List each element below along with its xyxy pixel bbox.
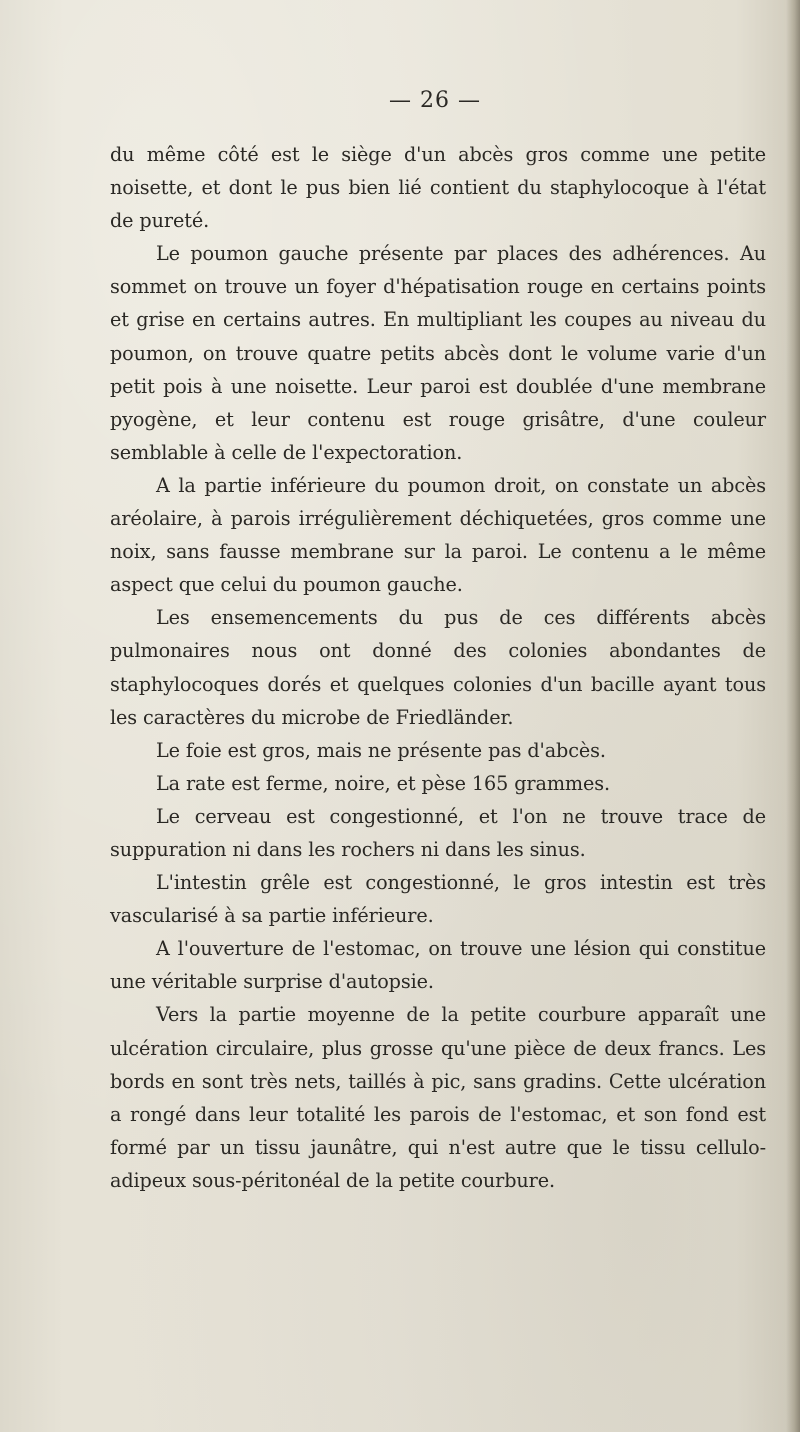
paragraph-1: du même côté est le siège d'un abcès gros comme une petite noisette, et dont le pus bien lié contient du staphylocoque à l'état de pureté. [110,143,766,233]
paragraph-5: Le foie est gros, mais ne présente pas d'abcès. [156,738,606,762]
paragraph-8: L'intestin grêle est congestionné, le gros intestin est très vascularisé à sa partie inférieure. [110,871,766,928]
paragraph-7: Le cerveau est congestionné, et l'on ne trouve trace de suppuration ni dans les rochers ni dans les sinus. [110,804,766,861]
page-edge-shadow [786,0,800,1432]
body-text [110,138,766,1197]
paragraph-9: A l'ouverture de l'estomac, on trouve une lésion qui constitue une véritable surprise d'autopsie. [110,937,766,994]
paragraph-3: A la partie inférieure du poumon droit, on constate un abcès aréolaire, à parois irrégulièrement déchiquetées, gros comme une noix, sans fausse membrane sur la paroi. Le contenu a le même aspect que celui du poumon gauche. [110,473,766,597]
paragraph-2: Le poumon gauche présente par places des adhérences. Au sommet on trouve un foyer d'hépatisation rouge en certains points et grise en certains autres. En multipliant les coupes au niveau du poumon, on trouve quatre petits abcès dont le volume varie d'un petit pois à une noisette. Leur paroi est doublée d'une membrane pyogène, et leur contenu est rouge grisâtre, d'une couleur semblable à celle de l'expectoration. [110,242,766,464]
paragraph-6: La rate est ferme, noire, et pèse 165 grammes. [156,771,611,795]
paragraph-4: Les ensemencements du pus de ces différents abcès pulmonaires nous ont donné des colonies abondantes de staphylocoques dorés et quelques colonies d'un bacille ayant tous les caractères du microbe de Friedländer. [110,606,766,729]
paragraph-10: Vers la partie moyenne de la petite courbure apparaît une ulcération circulaire, plus grosse qu'une pièce de deux francs. Les bords en sont très nets, taillés à pic, sans gradins. Cette ulcération a rongé dans leur totalité les parois de l'estomac, et son fond est formé par un tissu jaunâtre, qui n'est autre que le tissu cellulo-adipeux sous-péritonéal de la petite courbure. [110,1003,766,1192]
page-number: — 26 — [389,88,481,113]
